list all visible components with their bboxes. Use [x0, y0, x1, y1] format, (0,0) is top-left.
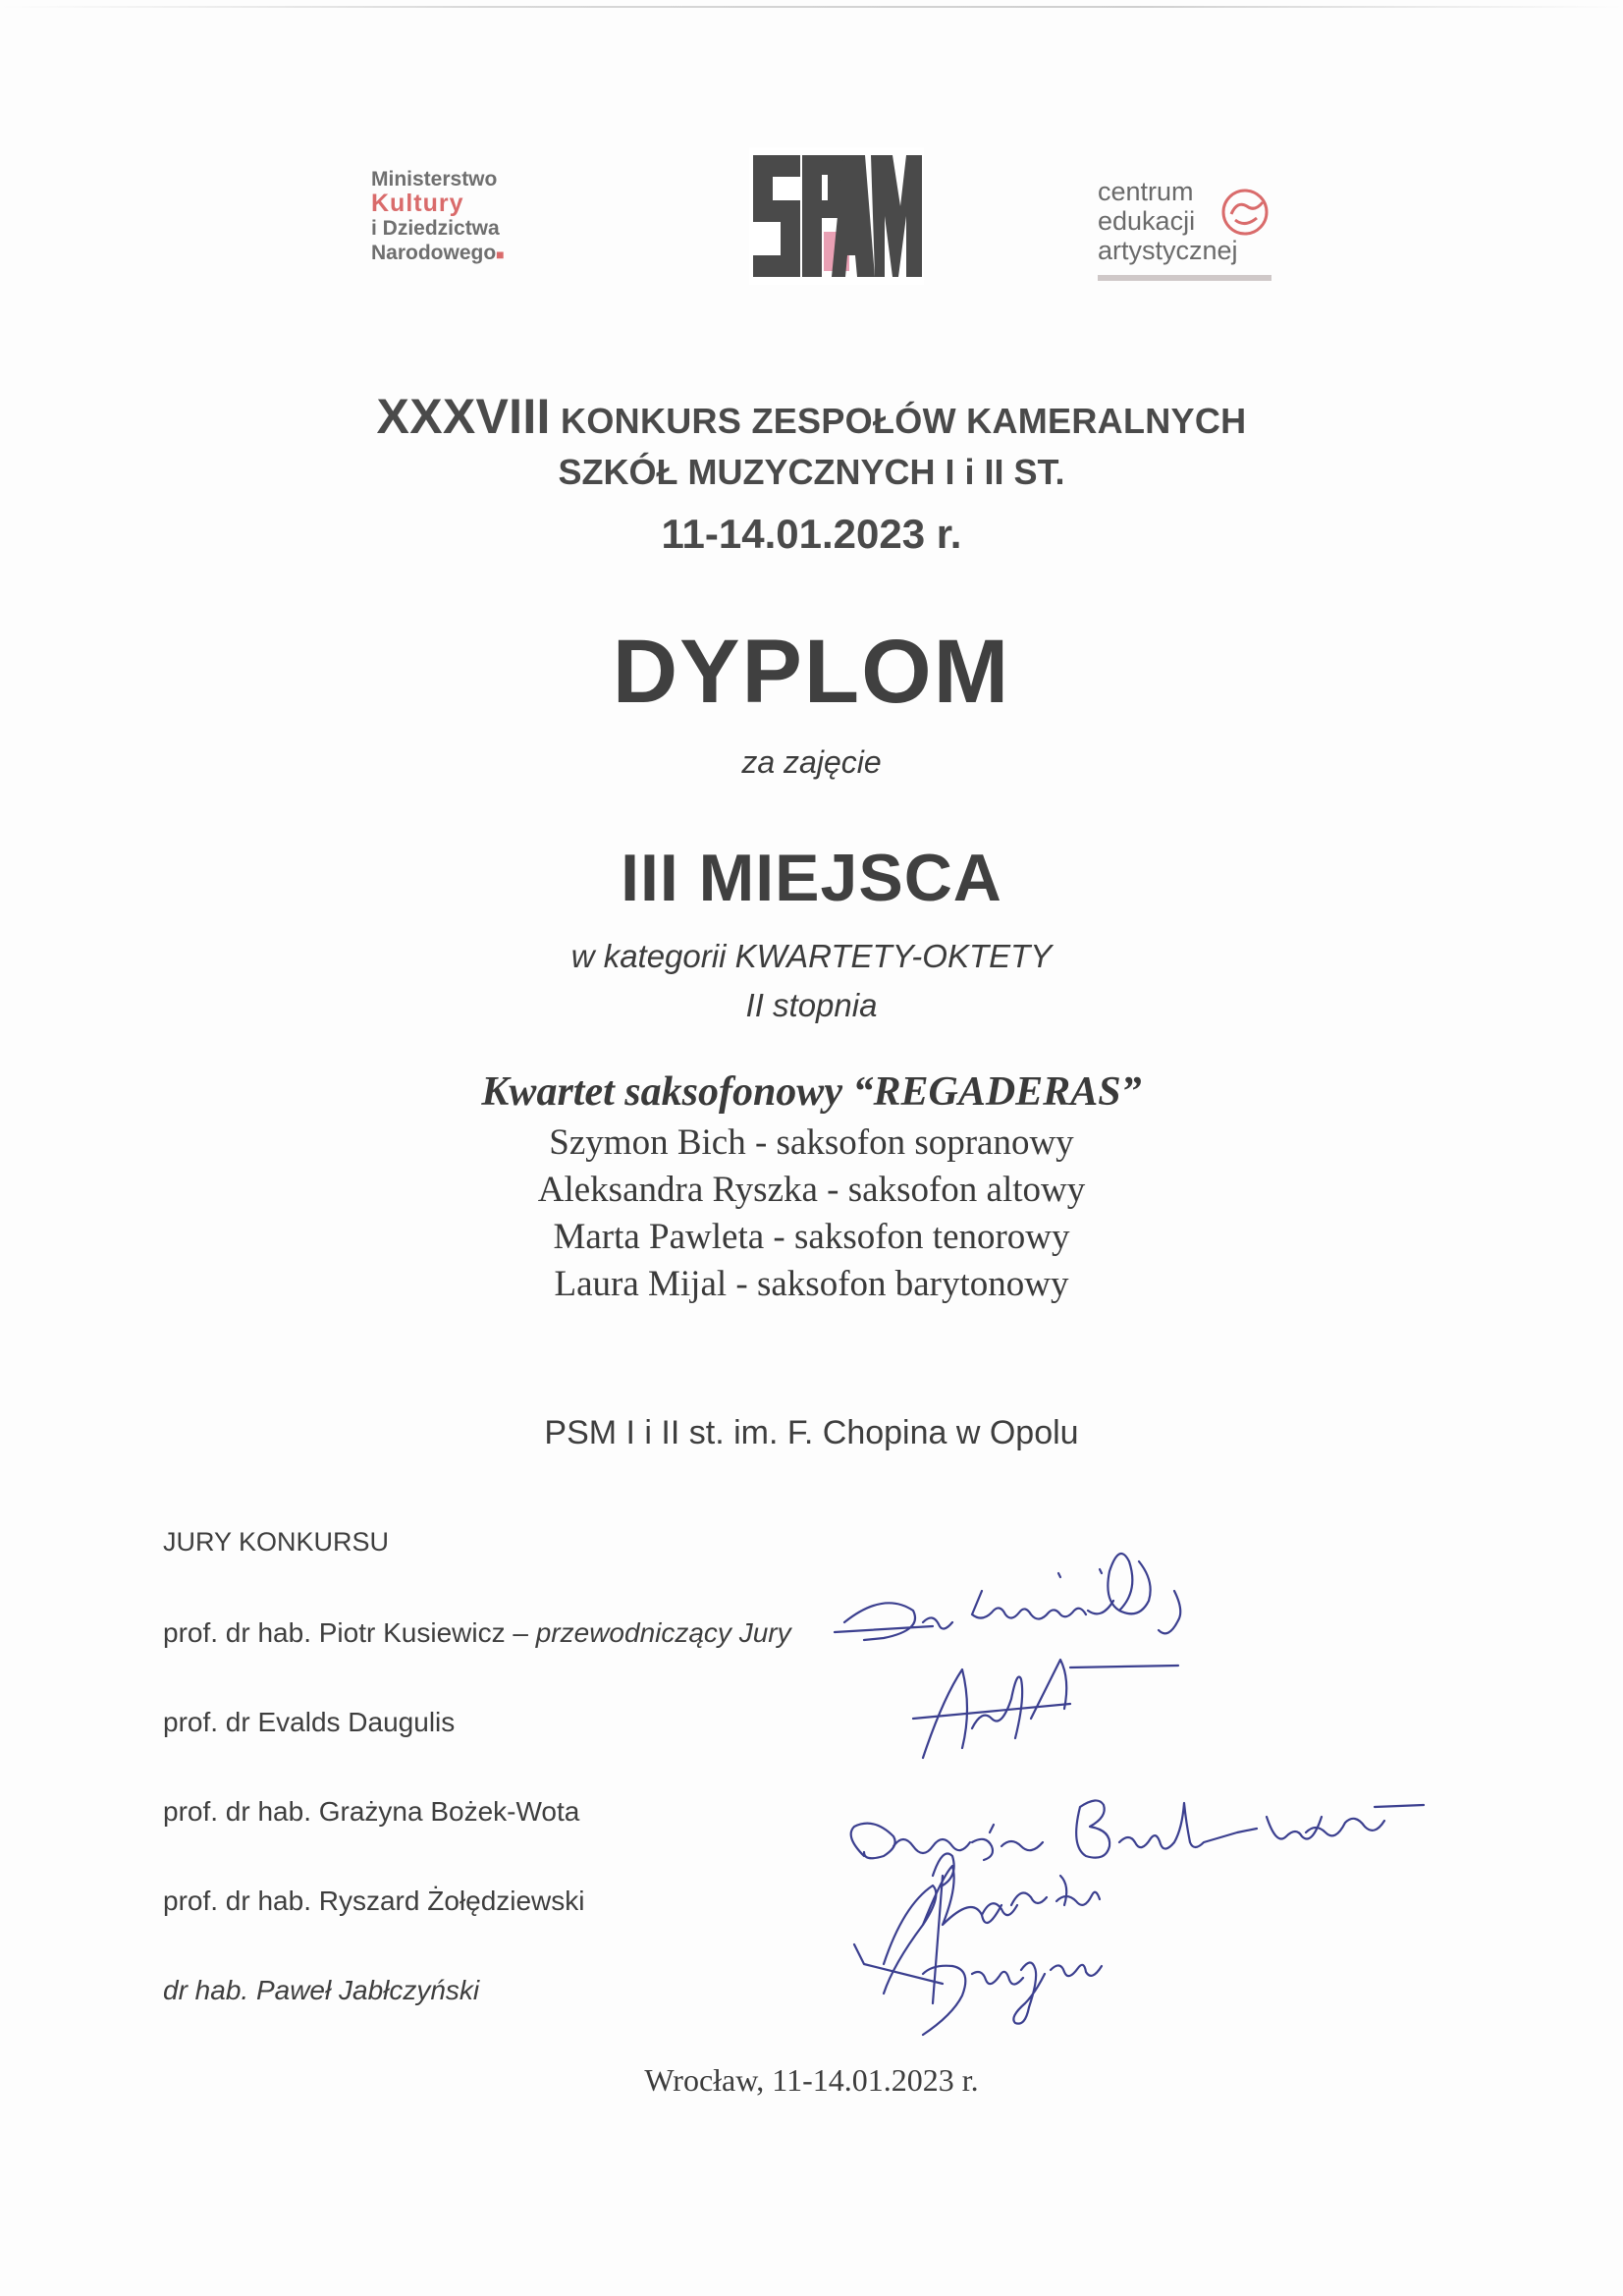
jury-member-name: prof. dr hab. Piotr Kusiewicz – — [163, 1617, 536, 1648]
jury-member — [163, 1707, 455, 1738]
jury-member — [163, 1886, 585, 1917]
school-name: PSM I i II st. im. F. Chopina w Opolu — [544, 1414, 1079, 1451]
spam-logo — [749, 147, 924, 285]
contest-title — [0, 388, 1623, 445]
diploma-za-zajecie: za zajęcie — [741, 744, 882, 780]
cea-logo-line3: artystycznej — [1098, 236, 1238, 265]
diploma-place: III MIEJSCA — [621, 841, 1002, 915]
footer-place-date: Wrocław, 11-14.01.2023 r. — [644, 2062, 979, 2098]
ensemble-member: Laura Mijal - saksofon barytonowy — [554, 1264, 1069, 1304]
signature-kusiewicz — [835, 1554, 1180, 1640]
ensemble-member: Marta Pawleta - saksofon tenorowy — [553, 1217, 1070, 1257]
jury-signatures — [825, 1552, 1453, 2062]
ensemble-member: Aleksandra Ryszka - saksofon altowy — [537, 1170, 1086, 1210]
diploma-degree: II stopnia — [745, 987, 878, 1023]
ministry-logo-line3: i Dziedzictwa — [371, 217, 500, 240]
signature-bozek-wota — [851, 1800, 1424, 1886]
diploma-category: w kategorii KWARTETY-OKTETY — [570, 938, 1053, 974]
diploma-title: DYPLOM — [612, 622, 1011, 722]
jury-title: JURY KONKURSU — [163, 1527, 390, 1557]
jury-member — [163, 1975, 479, 2006]
ministry-logo-line2: Kultury — [371, 190, 464, 217]
jury-member — [163, 1796, 579, 1828]
ensemble-name: Kwartet saksofonowy “REGADERAS” — [481, 1069, 1142, 1115]
cea-logo-line2: edukacji — [1098, 206, 1196, 236]
signature-jablczynski — [854, 1944, 1102, 2035]
cea-logo — [1098, 177, 1294, 285]
jury-member-name: prof. dr hab. Grażyna Bożek-Wota — [163, 1796, 580, 1827]
contest-title-text: KONKURS ZESPOŁÓW KAMERALNYCH — [561, 401, 1247, 441]
cea-emblem-icon — [1217, 185, 1272, 240]
contest-number: XXXVIII — [376, 389, 551, 444]
signature-daugulis — [913, 1660, 1178, 1758]
ministry-logo-line1: Ministerstwo — [371, 168, 498, 191]
ministry-logo-line4: Narodowego — [371, 242, 497, 264]
ensemble-member: Szymon Bich - saksofon sopranowy — [549, 1122, 1074, 1163]
jury-member-role: przewodniczący Jury — [535, 1617, 791, 1648]
contest-dates: 11-14.01.2023 r. — [661, 511, 962, 557]
jury-member-name: prof. dr hab. Ryszard Żołędziewski — [163, 1886, 585, 1916]
jury-member-name: prof. dr Evalds Daugulis — [163, 1707, 456, 1737]
cea-logo-line1: centrum — [1098, 177, 1194, 206]
schools-line: SZKÓŁ MUZYCZNYCH I i II ST. — [558, 452, 1065, 492]
jury-member — [163, 1617, 791, 1649]
ministry-logo: Ministerstwo Kultury i Dziedzictwa Narodowego■ — [371, 167, 538, 267]
jury-member-name: dr hab. Paweł Jabłczyński — [163, 1975, 480, 2005]
scan-edge-line — [0, 6, 1623, 8]
cea-logo-bar — [1098, 275, 1271, 281]
